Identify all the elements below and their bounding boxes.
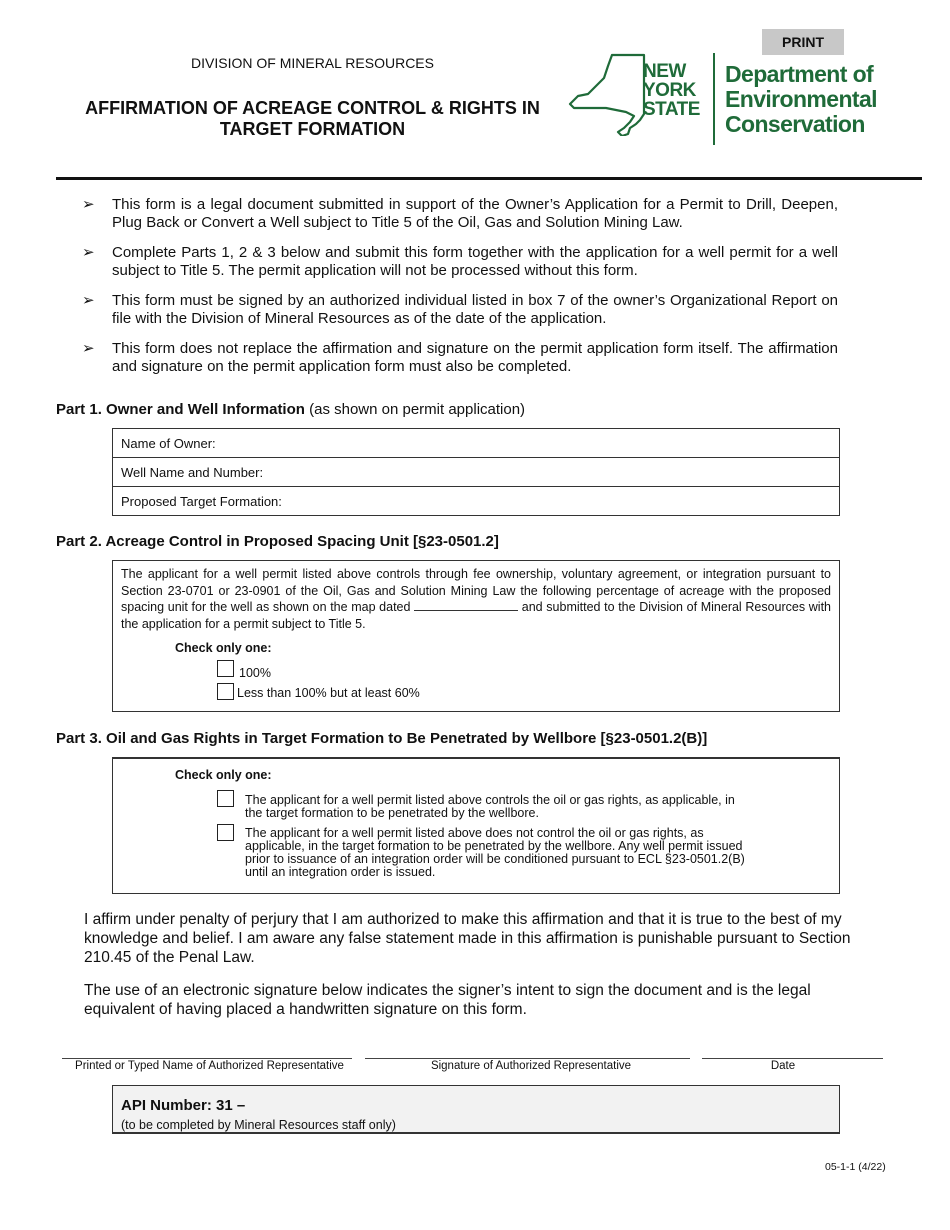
instructions-list <box>82 196 838 388</box>
part1-title <box>56 401 525 418</box>
name-signature-label: Printed or Typed Name of Authorized Representative <box>75 1060 344 1072</box>
instruction-item <box>82 292 838 328</box>
part2-text-before: The applicant for a well permit listed above controls through fee ownership, voluntary agreement, or integration pursuant to Section 23-0701 or 23-0901 of the Oil, Gas and Solution Mining Law the following percentage of acreage with the proposed spacing unit for the well as shown on the map dated <box>121 567 831 614</box>
dec-logo-line-1: Department of <box>725 61 874 87</box>
division-name: DIVISION OF MINERAL RESOURCES <box>191 55 434 71</box>
api-number-label: API Number: 31 – <box>121 1097 246 1114</box>
perjury-affirmation: I affirm under penalty of perjury that I am authorized to make this affirmation and that it is true to the best of my knowledge and belief. I am aware any false statement made in this affirmation is punishable pursuant to Section 210.45 of the Penal Law. <box>84 911 851 966</box>
form-code: 05-1-1 (4/22) <box>825 1161 886 1173</box>
arrow-bullet-icon: ➢ <box>82 196 95 213</box>
part1-owner-well-fields <box>112 428 840 516</box>
owner-name-field[interactable] <box>113 429 839 458</box>
part3-check-label: Check only one: <box>175 768 272 782</box>
header-divider <box>56 177 922 180</box>
arrow-bullet-icon: ➢ <box>82 244 95 261</box>
print-button[interactable]: PRINT <box>762 29 844 55</box>
dec-logo-line-2: Environmental <box>725 86 877 112</box>
signature-line[interactable] <box>365 1058 690 1059</box>
api-number-box <box>112 1085 840 1134</box>
instruction-text: This form does not replace the affirmation and signature on the permit application form itself. The affirmation and signature on the permit application form must also be completed. <box>112 340 838 375</box>
instruction-text: This form is a legal document submitted in support of the Owner’s Application for a Permit to Drill, Deepen, Plug Back or Convert a Well subject to Title 5 of the Oil, Gas and Solution Mining Law. <box>112 196 838 231</box>
nys-logo-text <box>643 62 700 119</box>
dec-logo-text <box>725 62 877 137</box>
nys-logo-line-1: NEW <box>643 61 686 82</box>
electronic-signature-notice: The use of an electronic signature below indicates the signer’s intent to sign the document and is the legal equivalent of having placed a handwritten signature on this form. <box>84 982 811 1018</box>
instruction-item <box>82 196 838 232</box>
no-control-rights-checkbox[interactable] <box>217 824 234 841</box>
instruction-item <box>82 244 838 280</box>
no-control-rights-label: The applicant for a well permit listed above does not control the oil or gas rights, as applicable, in the target formation to be penetrated by the wellbore. Any well permit issued prior to issuance of an integration order will be conditioned pursuant to ECL §23-0501.2(B) until an integration order is issued. <box>245 826 745 879</box>
part2-statement <box>121 566 831 632</box>
instruction-item <box>82 340 838 376</box>
arrow-bullet-icon: ➢ <box>82 340 95 357</box>
owner-name-label: Name of Owner: <box>121 435 216 451</box>
controls-rights-label: The applicant for a well permit listed above controls the oil or gas rights, as applicable, in the target formation to be penetrated by the wellbore. <box>245 793 735 820</box>
acreage-60-label: Less than 100% but at least 60% <box>237 686 420 700</box>
acreage-100-label: 100% <box>239 666 271 680</box>
well-name-number-label: Well Name and Number: <box>121 464 264 480</box>
target-formation-label: Proposed Target Formation: <box>121 493 282 509</box>
nys-logo-line-2: YORK <box>643 80 696 101</box>
name-signature-line[interactable] <box>62 1058 352 1059</box>
instruction-text: This form must be signed by an authorized individual listed in box 7 of the owner’s Organizational Report on file with the Division of Mineral Resources as of the date of the application. <box>112 292 838 327</box>
part2-title: Part 2. Acreage Control in Proposed Spacing Unit [§23-0501.2] <box>56 533 499 550</box>
part3-title: Part 3. Oil and Gas Rights in Target Formation to Be Penetrated by Wellbore [§23-0501.2(B)] <box>56 730 708 747</box>
acreage-60-checkbox[interactable] <box>217 683 234 700</box>
form-title-line-2: TARGET FORMATION <box>219 119 406 139</box>
arrow-bullet-icon: ➢ <box>82 292 95 309</box>
api-staff-note: (to be completed by Mineral Resources staff only) <box>121 1118 396 1132</box>
dec-logo-line-3: Conservation <box>725 111 865 137</box>
new-york-state-map-icon <box>566 52 646 136</box>
form-title-line-1: AFFIRMATION OF ACREAGE CONTROL & RIGHTS IN <box>85 98 540 118</box>
part3-rights-box <box>112 757 840 894</box>
signature-label: Signature of Authorized Representative <box>430 1060 632 1072</box>
target-formation-field[interactable] <box>113 487 839 515</box>
well-name-number-field[interactable] <box>113 458 839 487</box>
logo-divider <box>713 53 715 145</box>
map-date-field[interactable] <box>414 599 518 611</box>
controls-rights-checkbox[interactable] <box>217 790 234 807</box>
part2-check-label: Check only one: <box>175 641 272 655</box>
part1-title-bold: Part 1. Owner and Well Information <box>56 401 305 418</box>
date-line[interactable] <box>702 1058 883 1059</box>
instruction-text: Complete Parts 1, 2 & 3 below and submit this form together with the application for a well permit for a well subject to Title 5. The permit application will not be processed without this form. <box>112 244 838 279</box>
acreage-100-checkbox[interactable] <box>217 660 234 677</box>
part2-acreage-box <box>112 560 840 712</box>
form-title <box>55 98 570 140</box>
date-label: Date <box>770 1060 796 1072</box>
part2-text-after: and submitted to the Division of Mineral Resources with the application for a permit subject to Title 5. <box>121 600 831 631</box>
part1-title-note: (as shown on permit application) <box>304 401 526 418</box>
nys-logo-line-3: STATE <box>643 99 700 120</box>
